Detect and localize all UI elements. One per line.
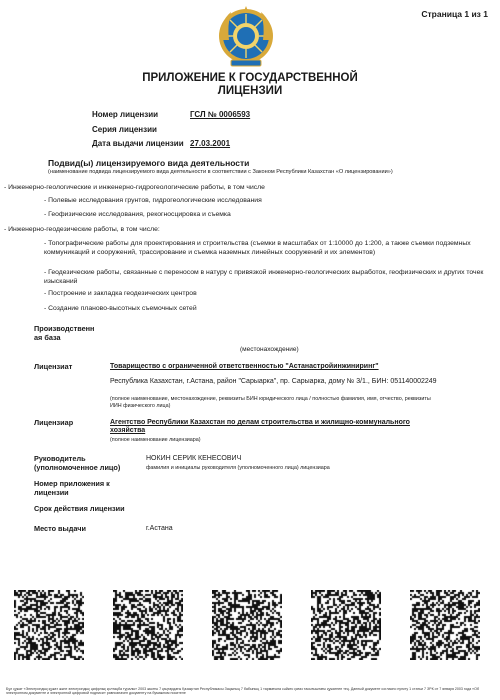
production-base-label-line-1: Производственн: [34, 324, 95, 333]
head-label-line-2: (уполномоченное лицо): [34, 462, 121, 472]
licensee-note: (полное наименование, местонахождение, реквизиты БИН юридического лица / полностью фамилия, имя, отчество, реквизиты ИИН физического лица): [110, 396, 431, 409]
licensor-name: Агентство Республики Казахстан по делам строительства и жилищно-коммунального хозяйства: [110, 419, 410, 435]
validity-label: Срок действия лицензии: [34, 504, 125, 513]
activity-subitem: - Полевые исследования грунтов, гидрогеологические исследования: [44, 197, 262, 204]
head-note: фамилия и инициалы руководителя (уполномоченного лица) лицензиара: [146, 465, 330, 471]
page-number: Страница 1 из 1: [421, 9, 488, 19]
location-note: (местонахождение): [240, 346, 299, 353]
appendix-number-label-line-2: лицензии: [34, 487, 69, 497]
production-base-label-line-2: ая база: [34, 332, 61, 342]
license-series-row: [0, 125, 500, 137]
activity-subitem: - Топографические работы для проектирования и строительства (съемки в масштабах от 1:10000 до 1:200, а также съемки подземных коммуникаций и сооружений, трассирование и съемка наземных линейных сооружений и их элементов): [44, 240, 471, 256]
head-label-line-1: Руководитель: [34, 454, 86, 463]
state-emblem-icon: [217, 6, 275, 68]
subtype-note: (наименование подвида лицензируемого вида деятельности в соответствии с Законом Республики Казахстан «О лицензировании»): [48, 169, 393, 175]
activity-subitem: - Создание планово-высотных съемочных сетей: [44, 305, 197, 312]
activity-subitem: - Геодезические работы, связанные с переносом в натуру с привязкой инженерно-геологических выработок, геофизических и других точек изысканий: [44, 269, 484, 285]
head-label: [34, 455, 120, 472]
licensor-label: Лицензиар: [34, 418, 74, 427]
title-line-1: ПРИЛОЖЕНИЕ К ГОСУДАРСТВЕННОЙ: [142, 72, 358, 84]
title-line-2: ЛИЦЕНЗИИ: [217, 85, 283, 97]
appendix-number-label-line-1: Номер приложения к: [34, 479, 110, 488]
qr-code-icon: [311, 590, 381, 660]
activity-subitem: - Построение и закладка геодезических центров: [44, 290, 197, 297]
license-series-label: Серия лицензии: [92, 125, 157, 134]
document-title: [0, 72, 500, 98]
license-date-label: Дата выдачи лицензии: [92, 139, 184, 148]
production-base-label: [34, 325, 94, 342]
subtype-heading: Подвид(ы) лицензируемого вида деятельности: [48, 158, 250, 168]
license-date-value: 27.03.2001: [190, 139, 231, 148]
license-number-value: ГСЛ № 0006593: [190, 110, 251, 119]
activity-subitem: - Геофизические исследования, рекогносцировка и съемка: [44, 211, 231, 218]
qr-code-icon: [14, 590, 84, 660]
qr-code-icon: [113, 590, 183, 660]
issue-place-value: г.Астана: [146, 525, 173, 532]
qr-code-icon: [212, 590, 282, 660]
footer-legal-note: Бұл құжат «Электрондық құжат және электрондық цифрлық қолтаңба туралы» 2003 жылғы 7 қаңтардағы Қазақстан Республикасы Заңының 7 бабының 1 тармағына сәйкес қағаз тасығыштағы құжатпен тең. Данный документ согласно пункту 1 статьи 7 ЗРК от 7 января 2003 года «Об электронном документе и электронной цифровой подписи» равнозначен документу на бумажном носителе: [6, 687, 480, 696]
license-number-row: [0, 110, 500, 122]
licensor-note: (полное наименование лицензиара): [110, 437, 201, 443]
head-name: НОКИН СЕРИК КЕНЕСОВИЧ: [146, 455, 242, 462]
qr-code-icon: [410, 590, 480, 660]
license-number-label: Номер лицензии: [92, 110, 159, 119]
activity-item: - Инженерно-геологические и инженерно-гидрогеологические работы, в том числе: [4, 184, 265, 191]
licensee-label: Лицензиат: [34, 362, 73, 371]
licensee-name: Товарищество с ограниченной ответственностью "Астанастройинжиниринг": [110, 363, 379, 370]
issue-place-label: Место выдачи: [34, 524, 87, 533]
activity-item: - Инженерно-геодезические работы, в том числе:: [4, 226, 160, 233]
licensee-address: Республика Казахстан, г.Астана, район "Сарыарка", пр. Сарыарка, дому № 3/1., БИН: 051140002249: [110, 378, 437, 385]
appendix-number-label: [34, 480, 110, 497]
license-date-row: [0, 139, 500, 151]
